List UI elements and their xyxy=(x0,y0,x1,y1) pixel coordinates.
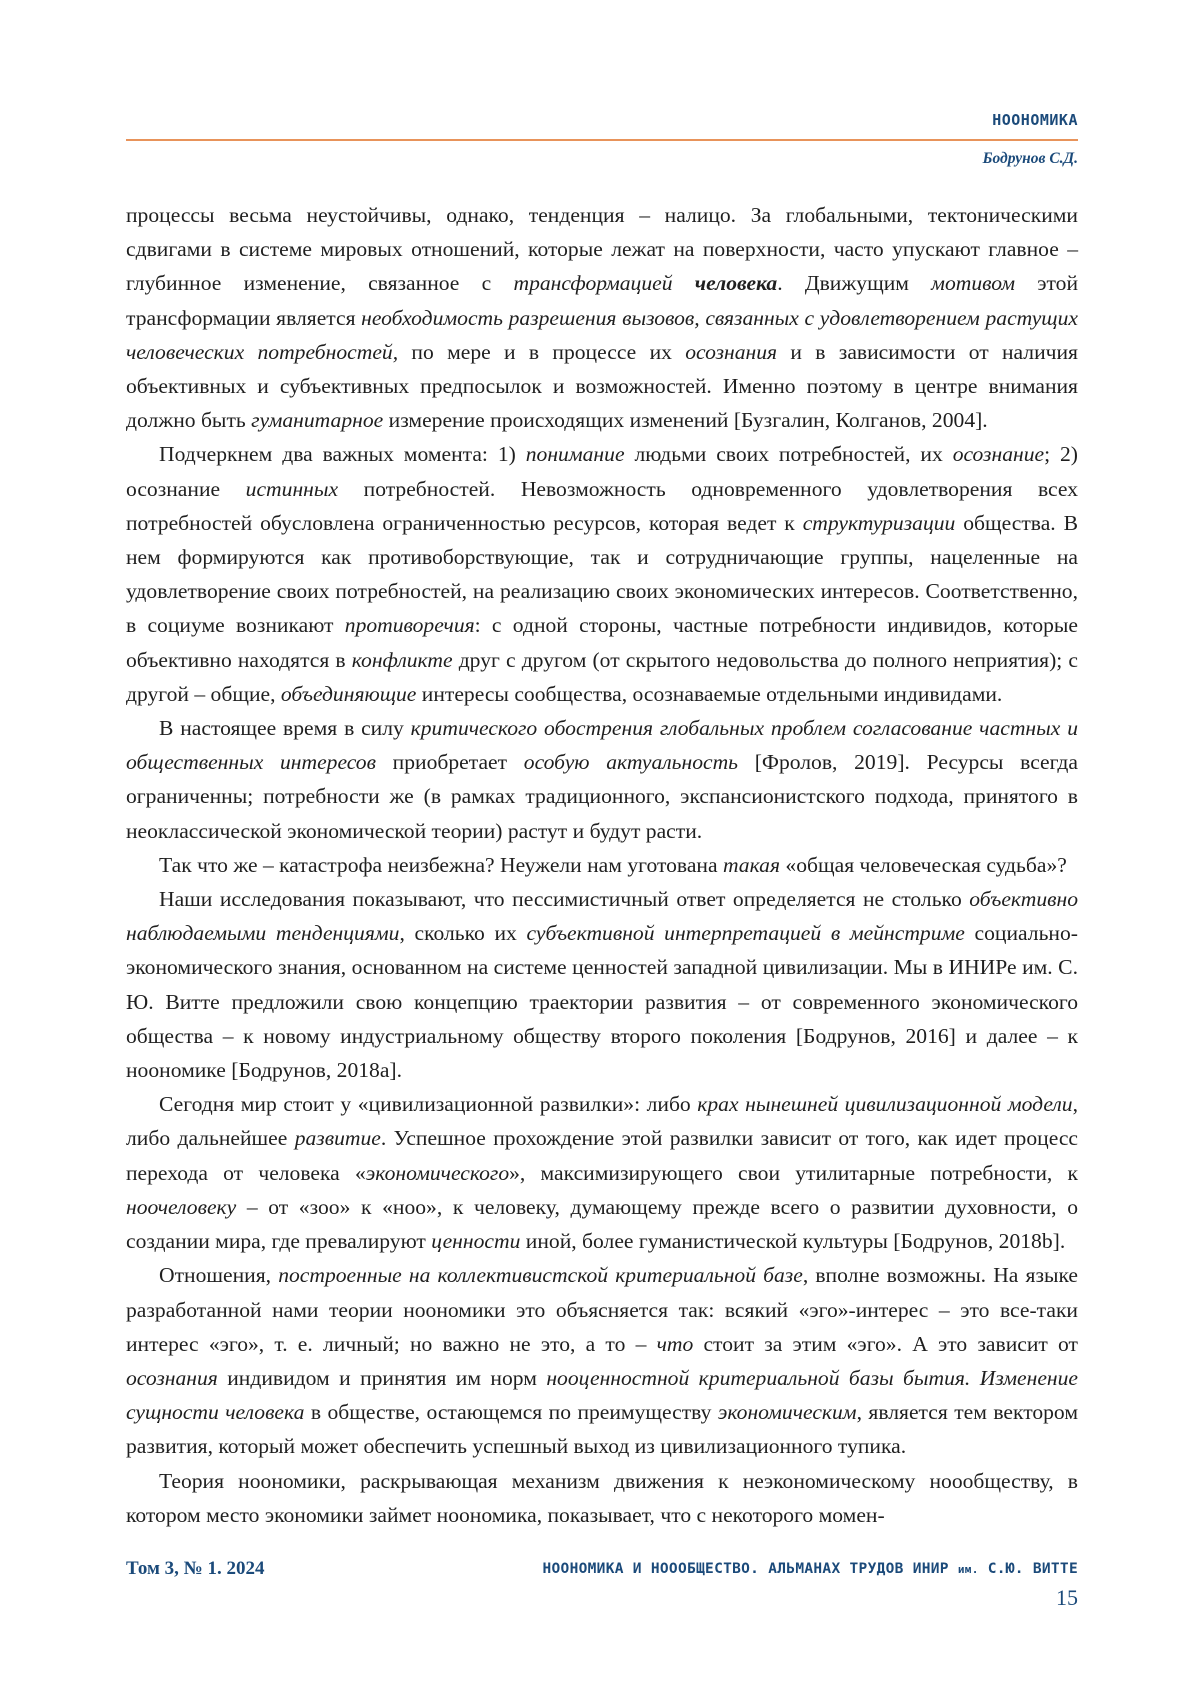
paragraph-5: Наши исследования показывают, что пессимистичный ответ определяется не столько объективно наблюдаемыми тенденциями, сколько их субъективной интерпретацией в мейнстриме социально-экономического знания, основанном на системе ценностей западной цивилизации. Мы в ИНИРе им. С. Ю. Витте предложили свою концепцию траектории развития – от современного экономического общества – к новому индустриальному обществу второго поколения [Бодрунов, 2016] и далее – к нооно­мике [Бодрунов, 2018a]. xyxy=(126,882,1078,1087)
paragraph-7: Отношения, построенные на коллективистской критериальной базе, вполне возможны. На языке разработанной нами теории нооно­мики это объясняется так: всякий «эго»-интерес – это все-таки интерес «эго», т. е. личный; но важно не это, а то – что стоит за этим «эго». А это зависит от осознания индивидом и принятия им норм нооценностной критериальной базы бытия. Изменение сущности человека в обществе, остающемся по преимуществу экономическим, является тем вектором развития, который может обеспечить успешный выход из цивилизационного тупика. xyxy=(126,1258,1078,1463)
journal-title: НООНОМИКА И НООО­БЩЕСТВО. АЛЬМАНАХ ТРУДОВ ИНИР им. С.Ю. ВИТТЕ xyxy=(543,1561,1079,1577)
issue-info: Том 3, № 1. 2024 xyxy=(126,1558,265,1580)
header-divider xyxy=(126,139,1078,141)
article-body xyxy=(126,198,1078,1532)
paragraph-3: В настоящее время в силу критического обострения глобальных проблем согласование частных и общественных интересов приобретает особую актуальность [Фролов, 2019]. Ресурсы всегда ограниченны; потребности же (в рамках традиционного, экспансионистского подхода, принятого в неоклассической экономической теории) растут и будут расти. xyxy=(126,711,1078,848)
section-title: НООНОМИКА xyxy=(992,111,1078,129)
paragraph-6: Сегодня мир стоит у «цивилизационной развилки»: либо крах нынешней цивилизационной модели, либо дальнейшее развитие. Успешное прохождение этой развилки зависит от того, как идет процесс перехода от человека «экономического», максимизирующего свои утилитарные потребности, к ноочеловеку – от «зоо» к «ноо», к человеку, думающему прежде всего о развитии духовности, о создании мира, где превалируют ценности иной, более гуманистической культуры [Бодрунов, 2018b]. xyxy=(126,1087,1078,1258)
paragraph-4: Так что же – катастрофа неизбежна? Неужели нам уготована такая «общая человеческая судьба»? xyxy=(126,848,1078,882)
page-number: 15 xyxy=(1056,1585,1078,1611)
author-name: Бодрунов С.Д. xyxy=(983,150,1078,168)
paragraph-2: Подчеркнем два важных момента: 1) понимание людьми своих потребностей, их осознание; 2) осознание истинных потребностей. Невозможность одновременного удовлетворения всех потребностей обусловлена ограниченностью ресурсов, которая ведет к структуризации общества. В нем формируются как противоборствующие, так и сотрудничающие группы, нацеленные на удовлетворение своих потребностей, на реализацию своих экономических интересов. Соответственно, в социуме возникают противоречия: с одной стороны, частные потребности индивидов, которые объективно находятся в конфликте друг с другом (от скрытого недовольства до полного неприятия); с другой – общие, объединяющие интересы сообщества, осознаваемые отдельными индивидами. xyxy=(126,437,1078,711)
paragraph-1: процессы весьма неустойчивы, однако, тенденция – налицо. За глобальными, тектоническими сдвигами в системе мировых отношений, которые лежат на поверхности, часто упускают главное – глубинное изменение, связанное с трансформацией человека. Движущим мотивом этой трансформации является необходимость разрешения вызовов, связанных с удовлетворением растущих человеческих потребностей, по мере и в процессе их осознания и в зависимости от наличия объективных и субъективных предпосылок и возможностей. Именно поэтому в центре внимания должно быть гуманитарное измерение происходящих изменений [Бузгалин, Колганов, 2004]. xyxy=(126,198,1078,437)
paragraph-8: Теория нооно­мики, раскрывающая механизм движения к неэкономическому нооо­бществу, в котором место экономики займет нооно­мика, показывает, что с некоторого момен- xyxy=(126,1464,1078,1532)
